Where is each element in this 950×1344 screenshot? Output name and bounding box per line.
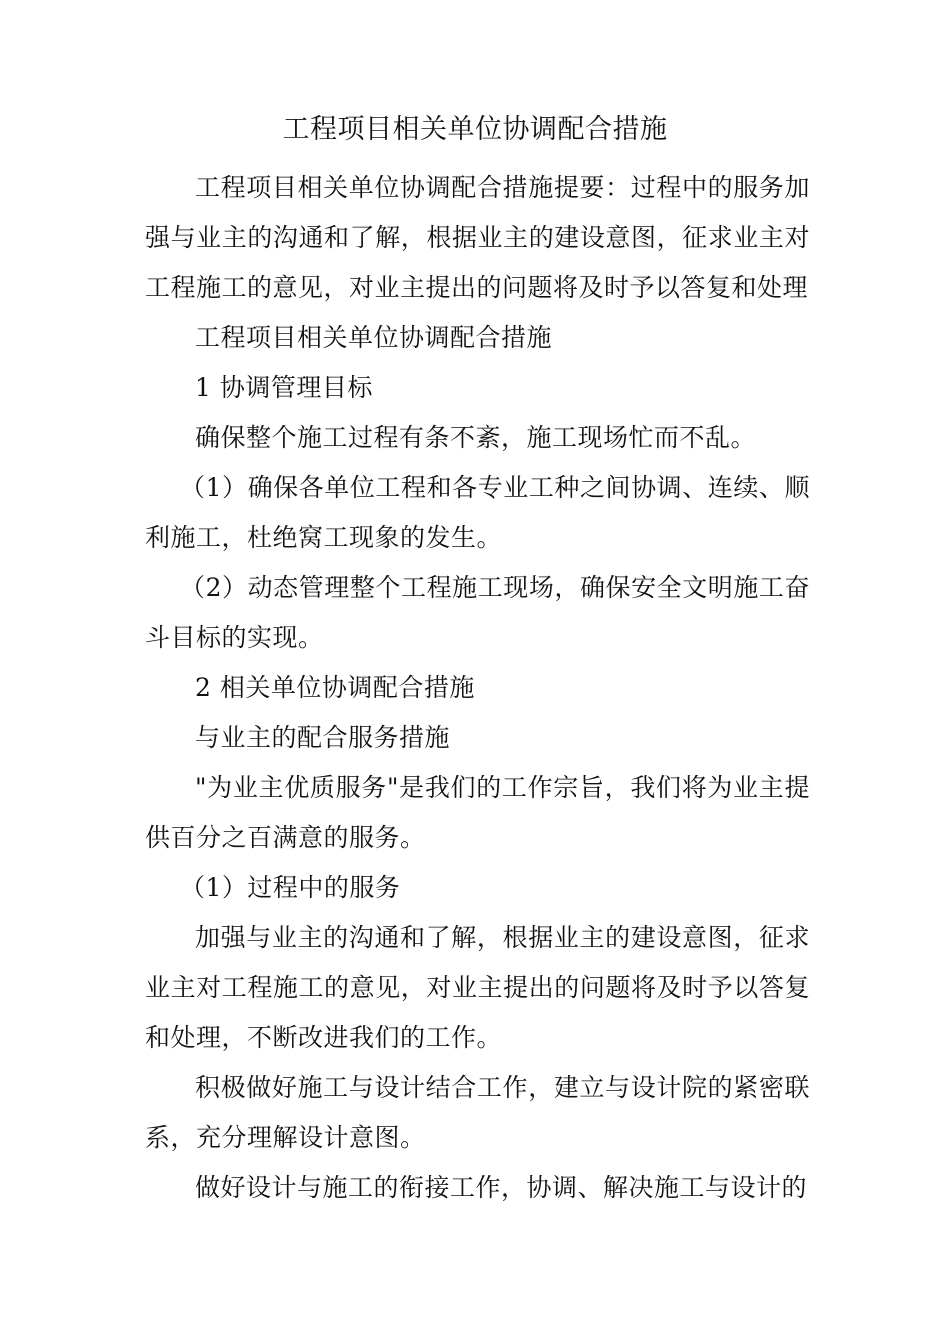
document-title: 工程项目相关单位协调配合措施 — [282, 114, 668, 145]
paragraph-design-construction: 做好设计与施工的衔接工作，协调、解决施工与设计的 — [195, 1173, 808, 1202]
paragraph-subtitle: 工程项目相关单位协调配合措施 — [195, 323, 553, 352]
list-item-goal-2: （2）动态管理整个工程施工现场，确保安全文明施工奋斗目标的实现。 — [145, 573, 810, 652]
paragraph-service-purpose: "为业主优质服务"是我们的工作宗旨，我们将为业主提供百分之百满意的服务。 — [145, 773, 810, 852]
document-body — [145, 163, 810, 1213]
list-item-process-service: （1）过程中的服务 — [180, 873, 401, 902]
paragraph-design-liaison: 积极做好施工与设计结合工作，建立与设计院的紧密联系，充分理解设计意图。 — [145, 1073, 810, 1152]
paragraph-communication: 加强与业主的沟通和了解，根据业主的建设意图，征求业主对工程施工的意见，对业主提出的问题将及时予以答复和处理，不断改进我们的工作。 — [145, 923, 810, 1052]
list-item-goal-1: （1）确保各单位工程和各专业工种之间协调、连续、顺利施工，杜绝窝工现象的发生。 — [145, 473, 810, 552]
paragraph-summary: 工程项目相关单位协调配合措施提要：过程中的服务加强与业主的沟通和了解，根据业主的建设意图，征求业主对工程施工的意见，对业主提出的问题将及时予以答复和处理 — [145, 173, 810, 302]
section-heading-1: 1 协调管理目标 — [195, 373, 373, 402]
subsection-heading-owner: 与业主的配合服务措施 — [195, 723, 451, 752]
paragraph-goal: 确保整个施工过程有条不紊，施工现场忙而不乱。 — [195, 423, 757, 452]
section-heading-2: 2 相关单位协调配合措施 — [195, 673, 475, 702]
